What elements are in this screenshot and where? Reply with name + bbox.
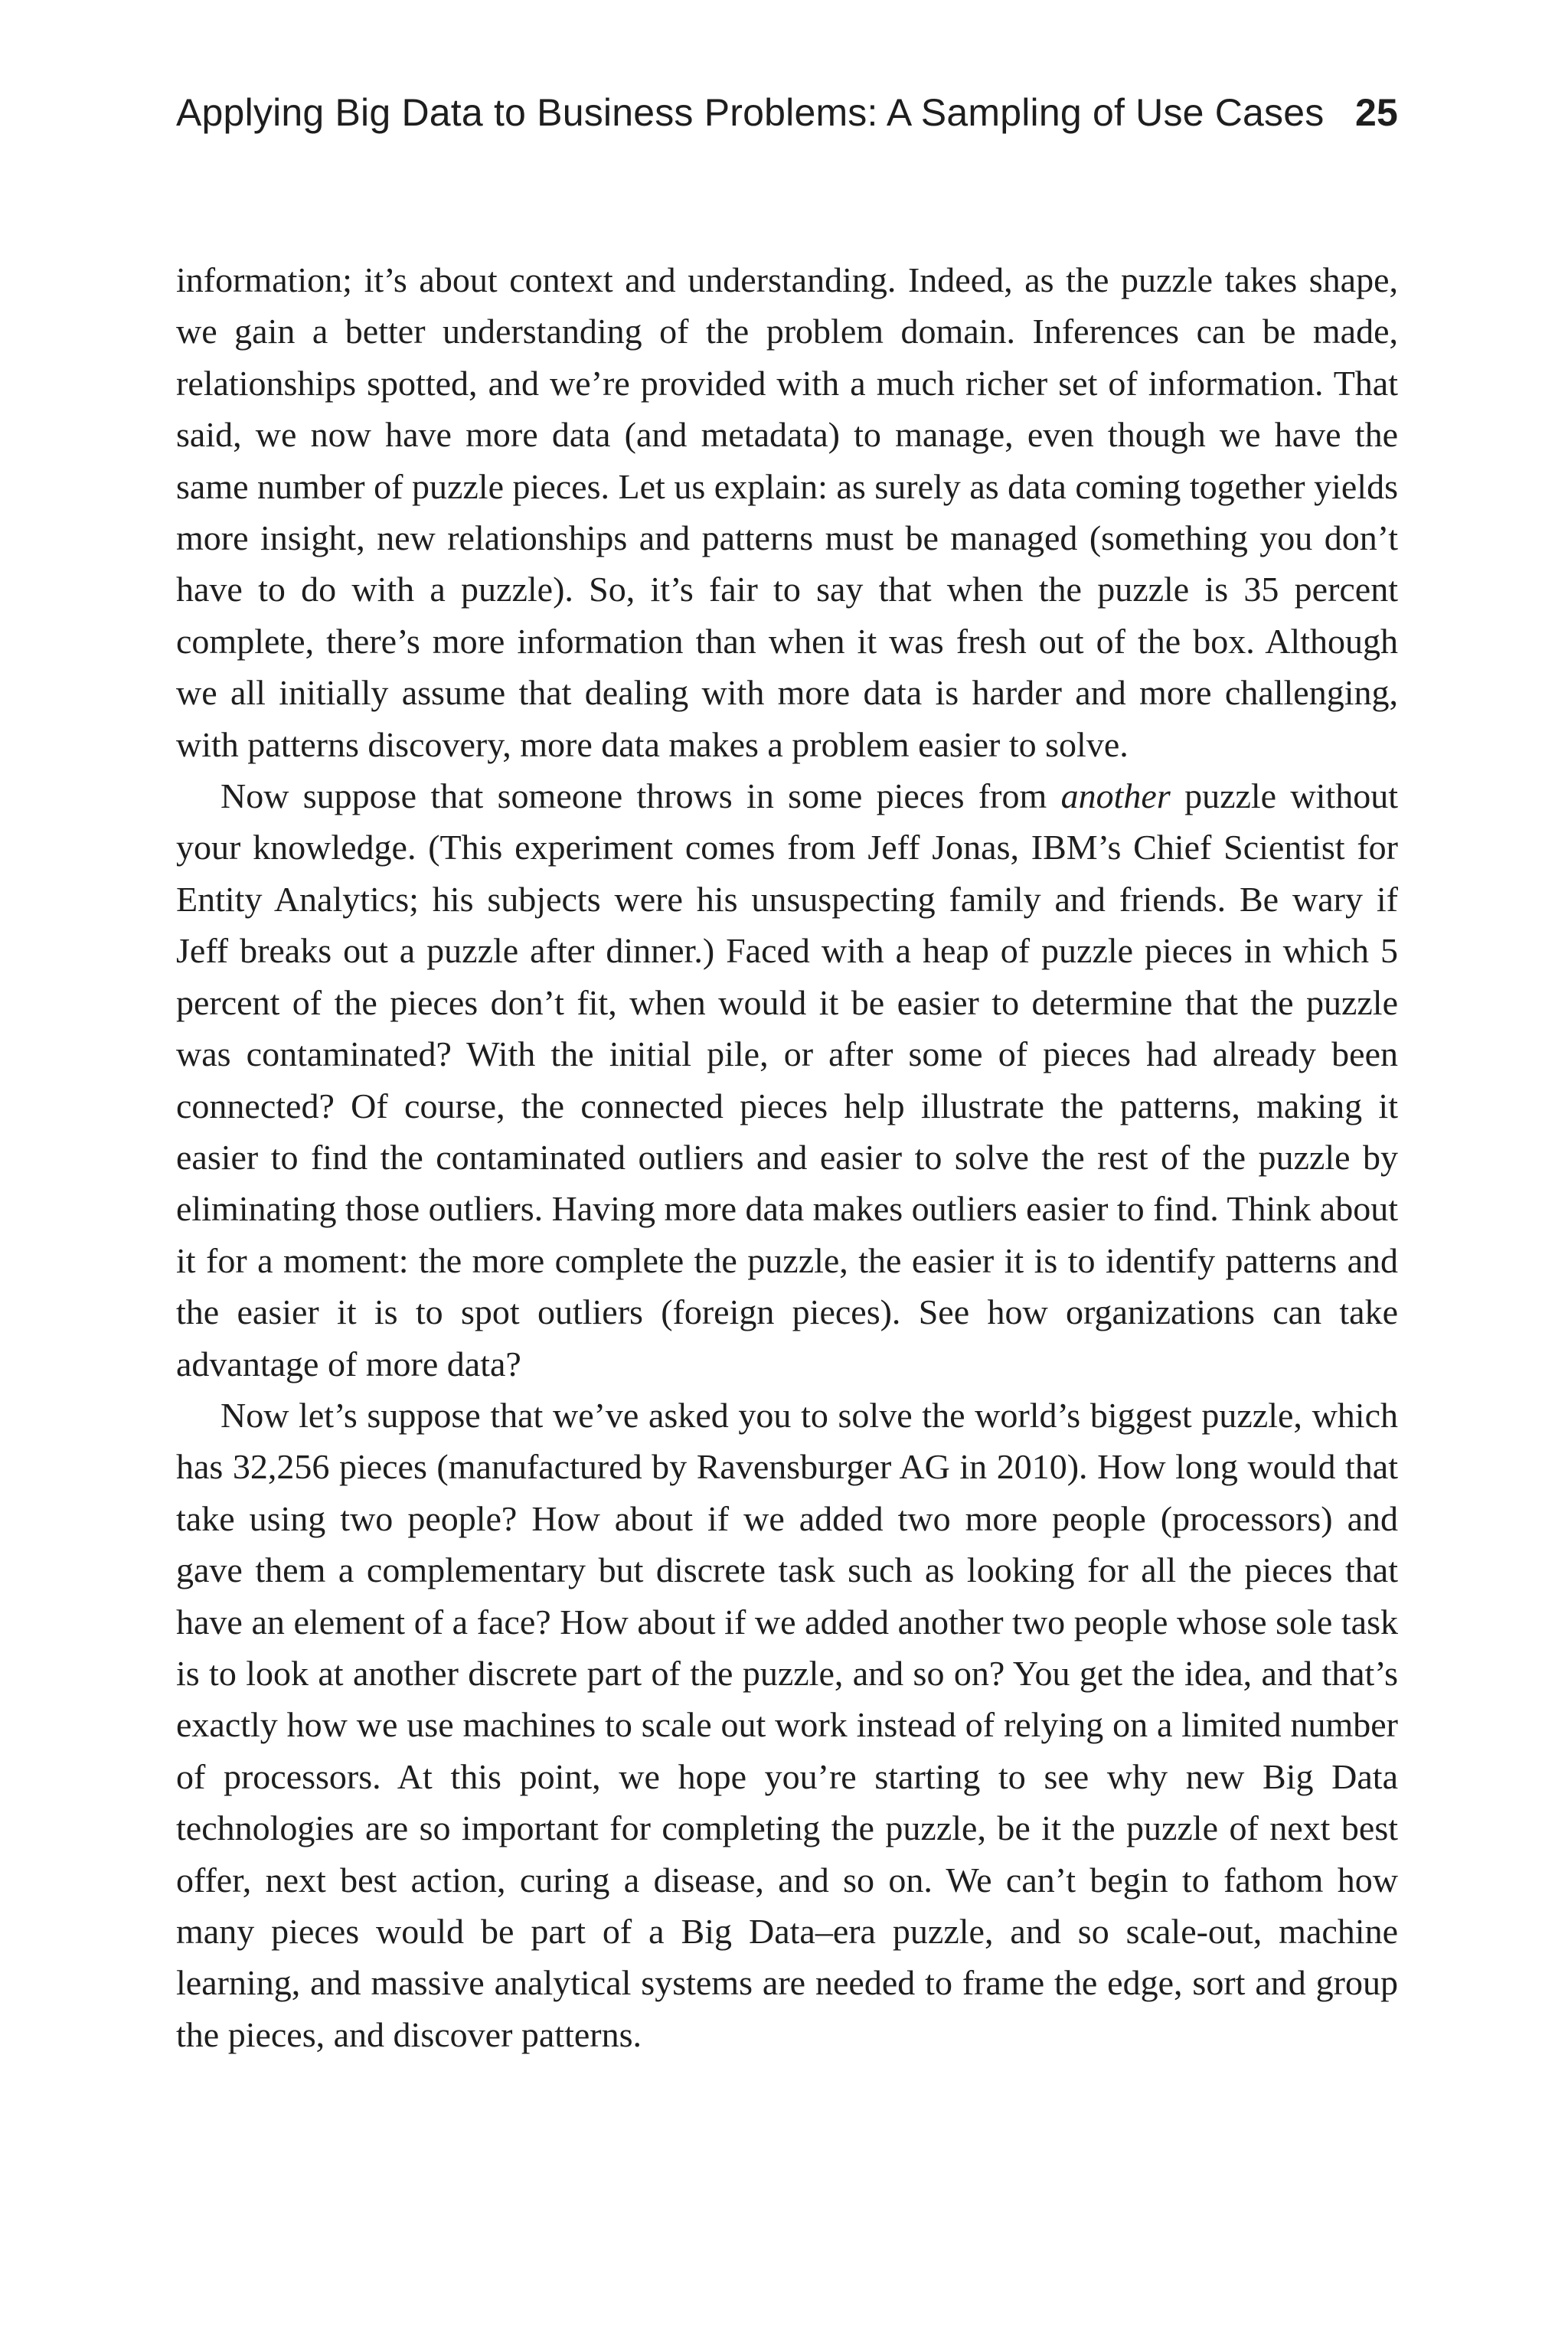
- paragraph-2-rest: puzzle without your knowledge. (This experiment comes from Jeff Jonas, IBM’s Chief Scientist for Entity Analytics; his subjects were his unsuspecting family and friends. Be wary if Jeff breaks out a puzzle after dinner.) Faced with a heap of puzzle pieces in which 5 percent of the pieces don’t fit, when would it be easier to determine that the puzzle was contaminated? With the initial pile, or after some of pieces had already been connected? Of course, the connected pieces help illustrate the patterns, making it easier to find the contaminated outliers and easier to solve the rest of the puzzle by eliminating those outliers. Having more data makes outliers easier to find. Think about it for a moment: the more complete the puzzle, the easier it is to identify patterns and the easier it is to spot outliers (foreign pieces). See how organizations can take advantage of more data?: [176, 776, 1399, 1383]
- paragraph-2-start: Now suppose that someone throws in some pieces from: [220, 776, 1061, 816]
- emphasis-another: another: [1060, 776, 1171, 816]
- body-text: [176, 254, 1398, 2060]
- paragraph-3: Now let’s suppose that we’ve asked you to solve the world’s biggest puzzle, which has 32,256 pieces (manufactured by Ravensburger AG in 2010). How long would that take using two people? How about if we added two more people (processors) and gave them a complementary but discrete task such as looking for all the pieces that have an element of a face? How about if we added another two people whose sole task is to look at another discrete part of the puzzle, and so on? You get the idea, and that’s exactly how we use machines to scale out work instead of relying on a limited number of processors. At this point, we hope you’re starting to see why new Big Data technologies are so important for completing the puzzle, be it the puzzle of next best offer, next best action, curing a disease, and so on. We can’t begin to fathom how many pieces would be part of a Big Data–era puzzle, and so scale-out, machine learning, and massive analytical systems are needed to frame the edge, sort and group the pieces, and discover patterns.: [176, 1395, 1398, 2054]
- paragraph-2: [176, 770, 1398, 1390]
- running-title: Applying Big Data to Business Problems: A Sampling of Use Cases: [176, 91, 1325, 134]
- page-number: 25: [1354, 91, 1398, 134]
- paragraph-1: information; it’s about context and understanding. Indeed, as the puzzle takes shape, we gain a better understanding of the problem domain. Inferences can be made, relationships spotted, and we’re provided with a much richer set of information. That said, we now have more data (and metadata) to manage, even though we have the same number of puzzle pieces. Let us explain: as surely as data coming together yields more insight, new relationships and patterns must be managed (something you don’t have to do with a puzzle). So, it’s fair to say that when the puzzle is 35 percent complete, there’s more information than when it was fresh out of the box. Although we all initially assume that dealing with more data is harder and more challenging, with patterns discovery, more data makes a problem easier to solve.: [176, 260, 1398, 764]
- running-head: [176, 90, 1398, 155]
